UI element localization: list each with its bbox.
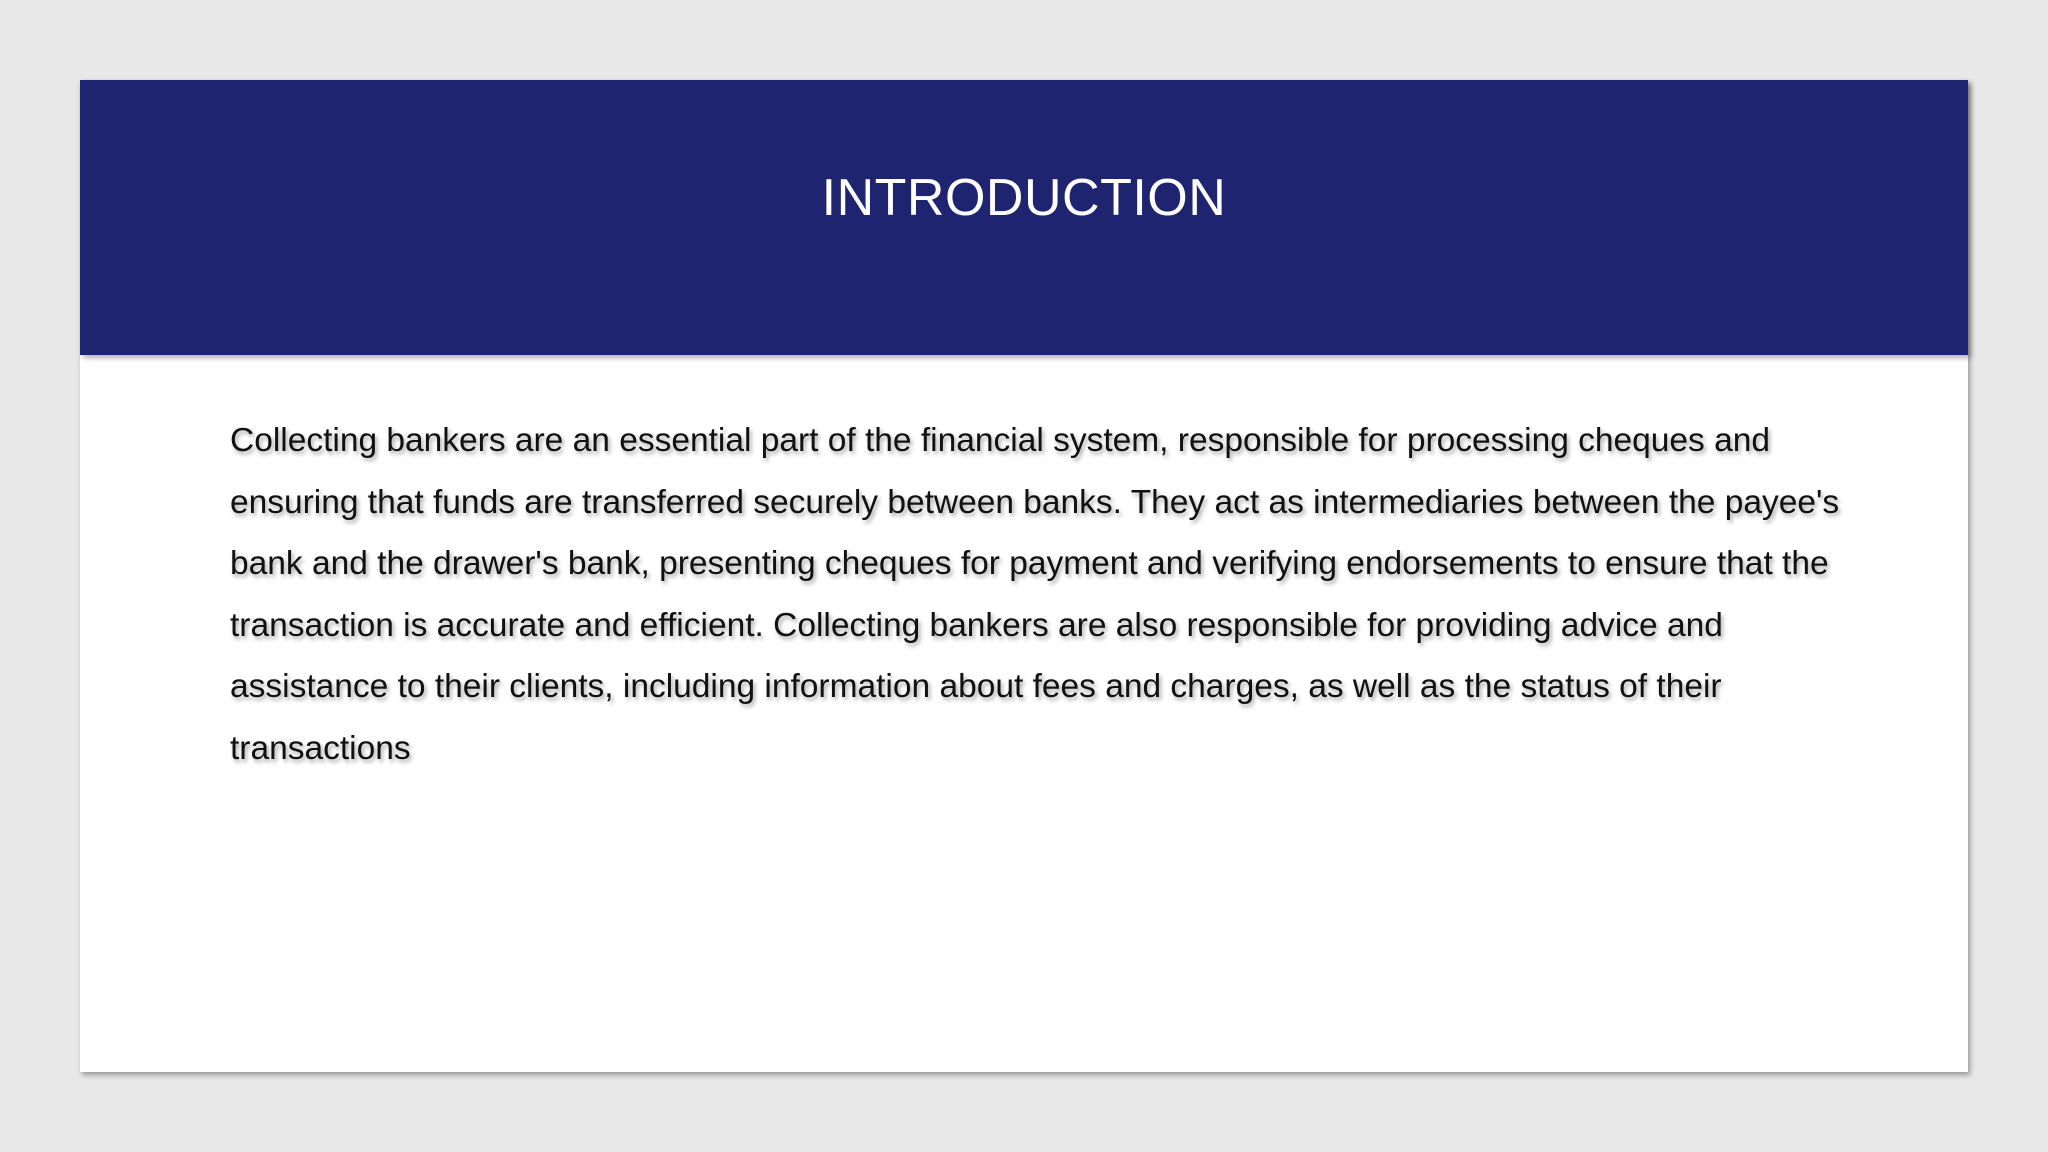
slide — [80, 80, 1968, 1072]
slide-title: INTRODUCTION — [821, 168, 1227, 227]
slide-body-text: Collecting bankers are an essential part of the financial system, responsible for processing cheques and ensuring that funds are transferred securely between banks. They act as intermediaries between the payee's bank and the drawer's bank, presenting cheques for payment and verifying endorsements to ensure that the transaction is accurate and efficient. Collecting bankers are also responsible for providing advice and assistance to their clients, including information about fees and charges, as well as the status of their transactions — [230, 422, 1840, 767]
slide-header-banner — [80, 80, 1968, 355]
